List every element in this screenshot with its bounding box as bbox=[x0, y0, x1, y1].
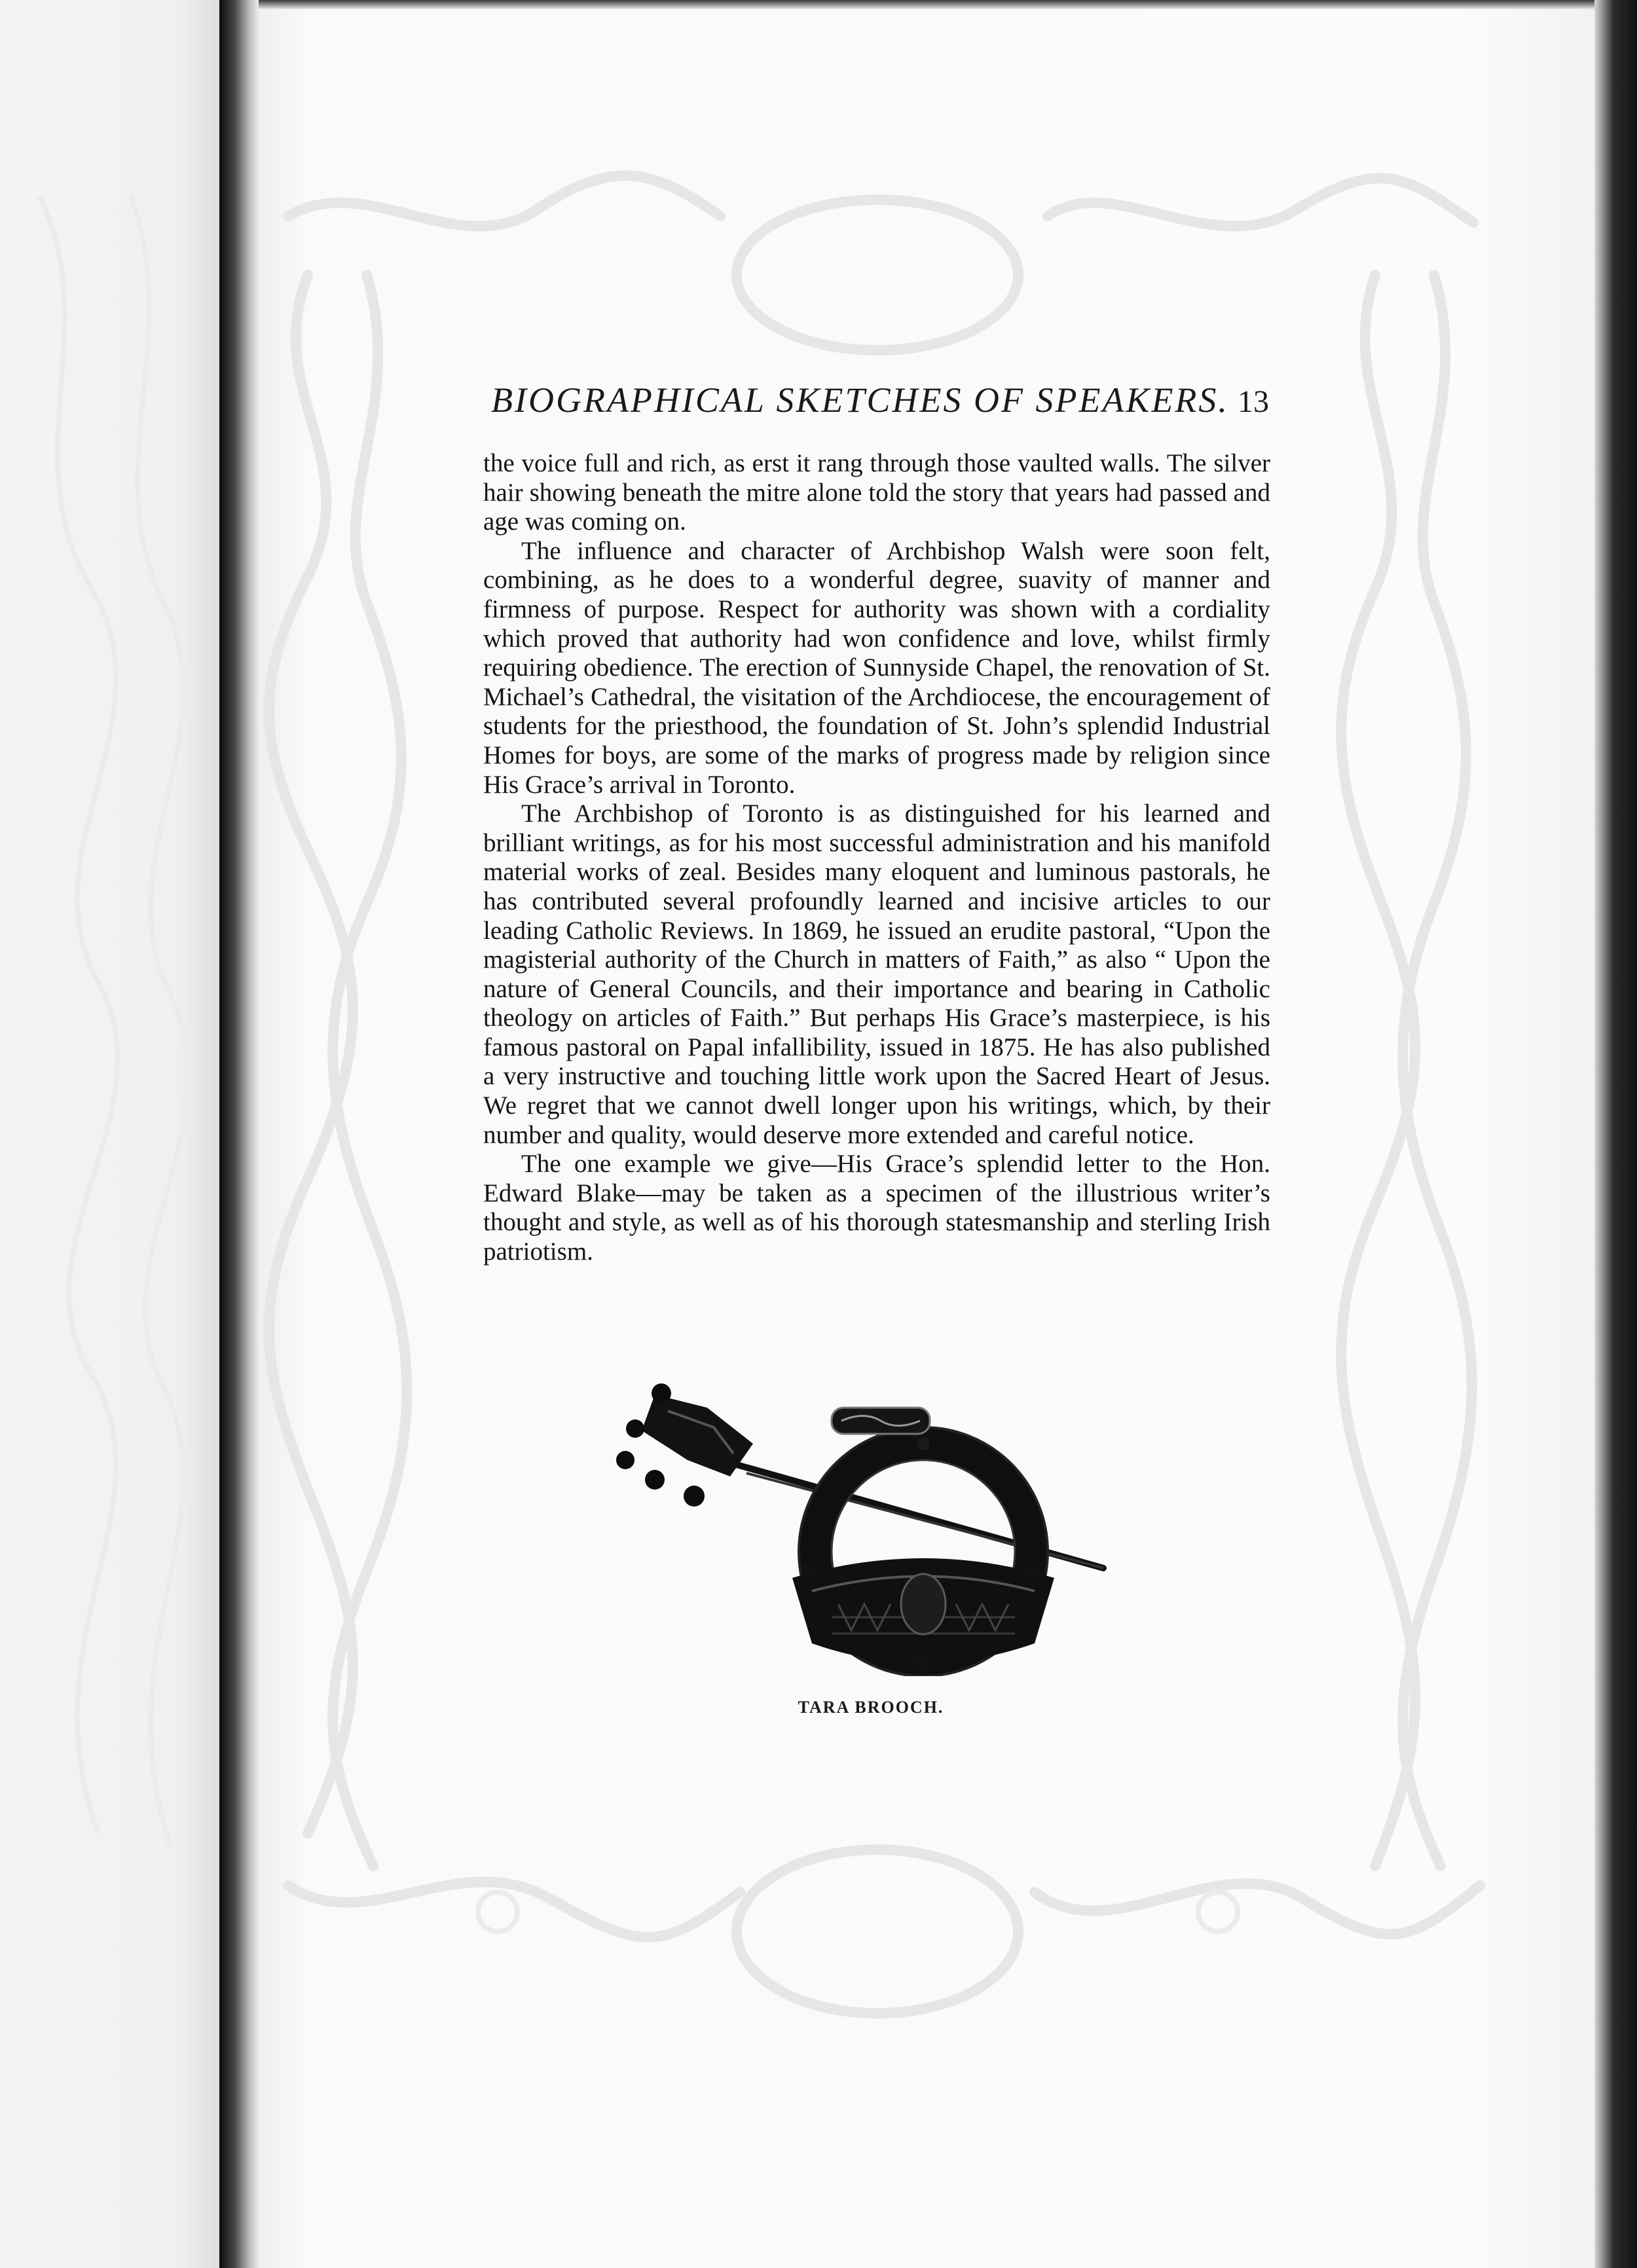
top-page-edge bbox=[259, 0, 1594, 9]
book-spine-shadow bbox=[219, 0, 259, 2268]
paragraph: the voice full and rich, as erst it rang through those vaulted walls. The silver hair showing beneath the mitre alone told the story that years had passed and age was coming on. bbox=[483, 449, 1270, 536]
left-page-edge bbox=[0, 0, 223, 2268]
figure-caption: TARA BROOCH. bbox=[798, 1698, 944, 1717]
paragraph: The Archbishop of Toronto is as distinguished for his learned and brilliant writings, as for his most successful administration and his manifold material works of zeal. Besides many eloquent and luminous pastorals, he has contributed several profoundly learned and incisive articles to our leading Catholic Reviews. In 1869, he issued an erudite pastoral, “Upon the magisterial authority of the Church in matters of Faith,” as also “ Upon the nature of General Councils, and their importance and bearing in Catholic theology on articles of Faith.” But perhaps His Grace’s masterpiece, is his famous pastoral on Papal infallibility, issued in 1875. He has also published a very instructive and touching little work upon the Sacred Heart of Jesus. We regret that we cannot dwell longer upon his writings, which, by their number and quality, would deserve more extended and careful notice. bbox=[483, 799, 1270, 1149]
paragraph: The one example we give—His Grace’s splendid letter to the Hon. Edward Blake—may be taken as a specimen of the illustrious writer’s thought and style, as well as of his thorough statesmanship and sterling Irish patriotism. bbox=[483, 1150, 1270, 1266]
paragraph: The influence and character of Archbishop Walsh were soon felt, combining, as he does to a wonderful degree, suavity of manner and firmness of purpose. Respect for authority was shown with a cordiality which proved that authority had won confidence and love, whilst firmly requiring obedience. The erection of Sunnyside Chapel, the renovation of St. Michael’s Cathedral, the visitation of the Archdiocese, the encouragement of students for the priesthood, the foundation of St. John’s splendid Industrial Homes for boys, are some of the marks of progress made by religion since His Grace’s arrival in Toronto. bbox=[483, 536, 1270, 799]
body-text bbox=[483, 449, 1270, 1267]
right-edge-shadow bbox=[1594, 0, 1637, 2268]
running-head: BIOGRAPHICAL SKETCHES OF SPEAKERS. bbox=[491, 380, 1229, 420]
page-number: 13 bbox=[1238, 384, 1269, 419]
tara-brooch-illustration bbox=[616, 1381, 1126, 1676]
